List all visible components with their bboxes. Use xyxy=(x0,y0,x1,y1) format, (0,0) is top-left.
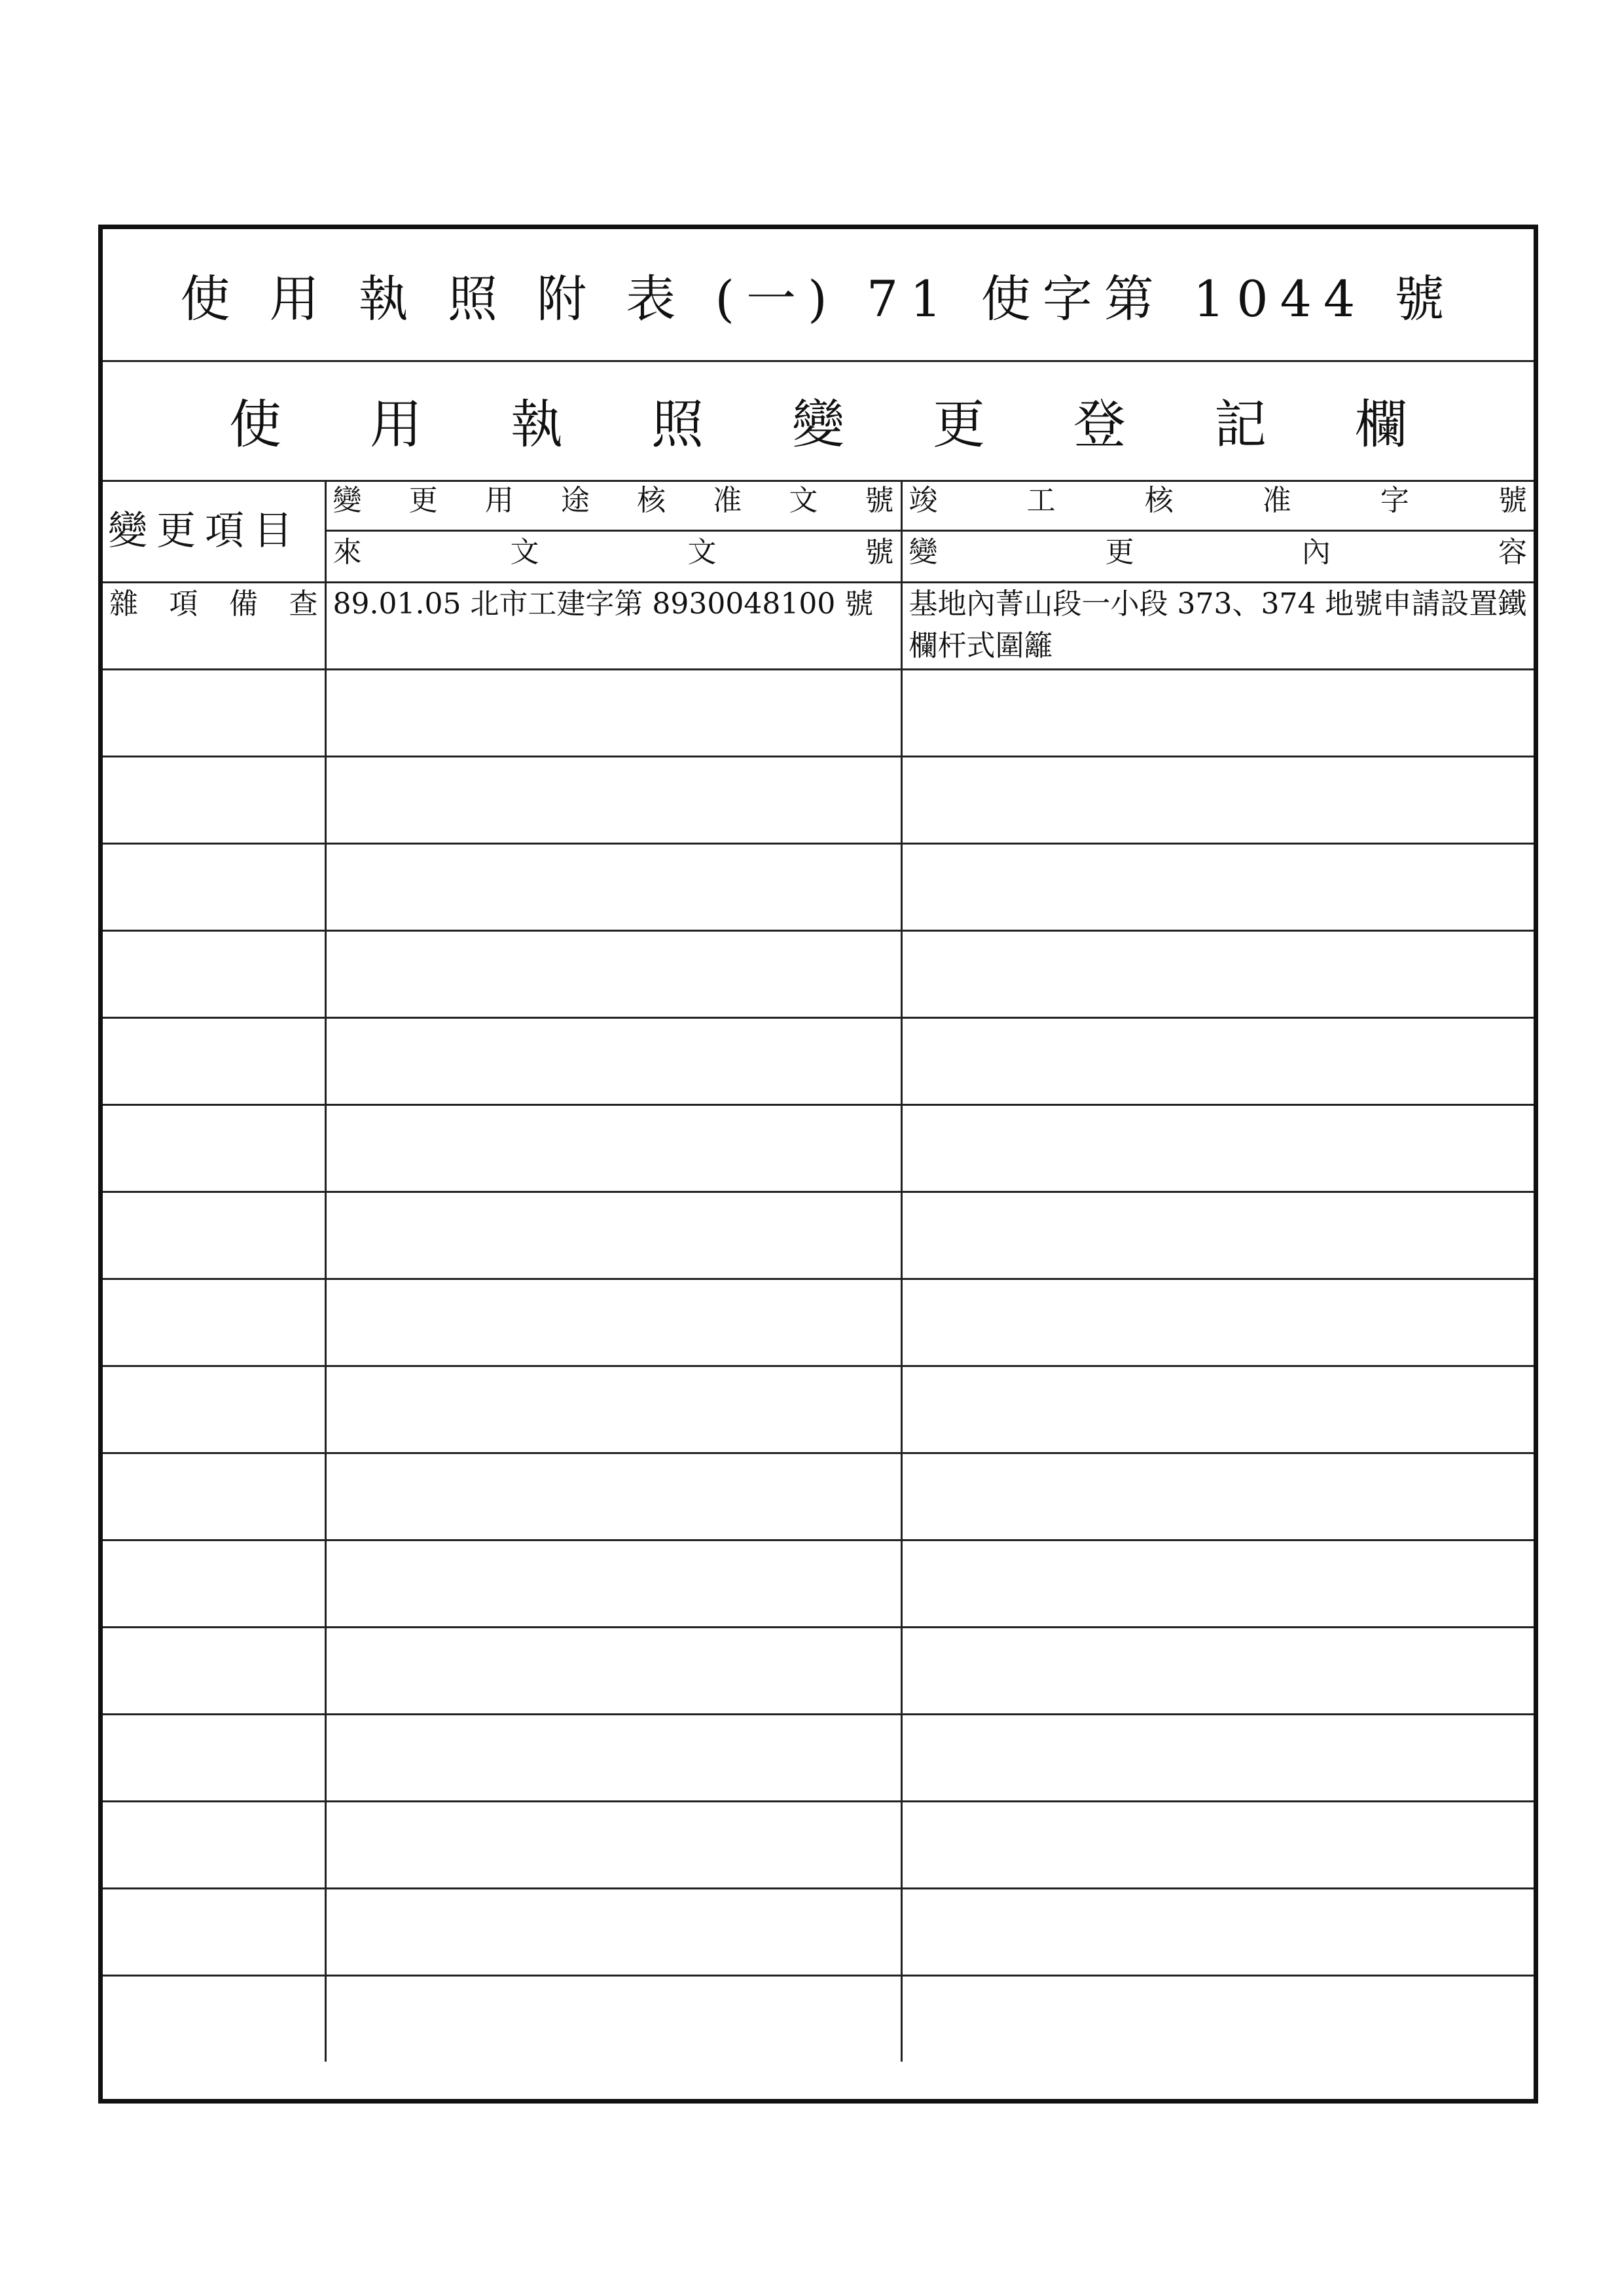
change-record-table xyxy=(103,480,1534,2062)
table-row-empty xyxy=(103,931,1534,1018)
header-incoming-doc-no: 來 文 文 號 xyxy=(325,531,901,583)
heading-char: 照 xyxy=(651,394,704,455)
form-heading-row xyxy=(103,360,1534,482)
header-approval-doc-no: 變 更 用 途 核 准 文 號 xyxy=(325,480,901,531)
table-row-empty xyxy=(103,1628,1534,1715)
table-row-empty xyxy=(103,1889,1534,1976)
heading-char: 欄 xyxy=(1355,394,1407,455)
heading-char: 登 xyxy=(1073,394,1126,455)
table-row-empty xyxy=(103,1802,1534,1889)
form-title-row xyxy=(103,229,1534,362)
table-row-empty xyxy=(103,1366,1534,1453)
header-completion-approval-no: 竣 工 核 准 字 號 xyxy=(901,480,1534,531)
table-row-empty xyxy=(103,1192,1534,1279)
cell-change-item: 雜 項 備 查 xyxy=(103,583,325,670)
table-row-empty xyxy=(103,757,1534,844)
heading-char: 更 xyxy=(933,394,985,455)
table-row-empty xyxy=(103,1976,1534,2062)
heading-char: 執 xyxy=(511,394,563,455)
heading-char: 記 xyxy=(1214,394,1267,455)
header-change-content: 變 更 內 容 xyxy=(901,531,1534,583)
heading-char: 用 xyxy=(370,394,422,455)
table-row-empty xyxy=(103,1279,1534,1366)
form-title: 使 用 執 照 附 表 (一) 71 使字第 1044 號 xyxy=(180,269,1456,328)
table-header-row xyxy=(103,480,1534,531)
table-row-empty xyxy=(103,1715,1534,1802)
table-row xyxy=(103,583,1534,670)
license-form xyxy=(98,225,1538,2104)
table-row-empty xyxy=(103,1453,1534,1540)
table-row-empty xyxy=(103,670,1534,757)
form-heading xyxy=(229,382,1407,458)
table-row-empty xyxy=(103,1540,1534,1628)
table-row-empty xyxy=(103,1018,1534,1105)
cell-change-content: 基地內菁山段一小段 373、374 地號申請設置鐵欄杆式圍籬 xyxy=(901,583,1534,670)
cell-doc-number: 89.01.05 北市工建字第 8930048100 號 xyxy=(325,583,901,670)
table-row-empty xyxy=(103,1105,1534,1192)
header-change-item: 變更項目 xyxy=(103,480,325,583)
heading-char: 使 xyxy=(229,394,281,455)
table-row-empty xyxy=(103,844,1534,931)
heading-char: 變 xyxy=(792,394,844,455)
